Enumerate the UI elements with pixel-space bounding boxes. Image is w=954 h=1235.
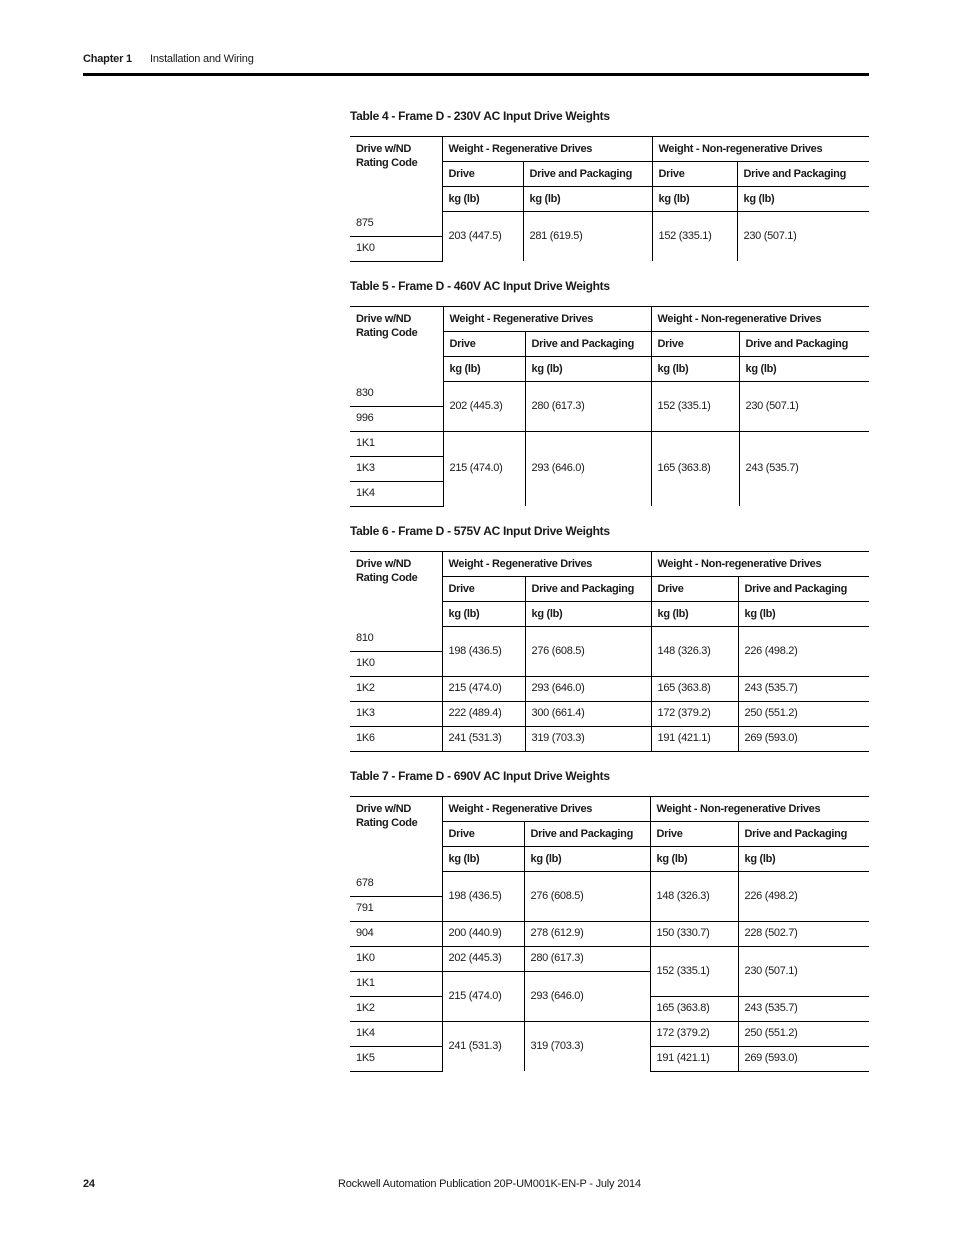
weight-cell: 243 (535.7) [738, 996, 869, 1021]
drive-col-header: Drive [651, 332, 739, 357]
weight-table-block [350, 276, 869, 507]
unit-header: kg (lb) [650, 847, 738, 872]
regen-header: Weight - Regenerative Drives [442, 552, 651, 577]
weight-cell: 280 (617.3) [524, 946, 650, 971]
section-title: Installation and Wiring [150, 53, 254, 65]
weight-table [350, 136, 869, 262]
weight-cell: 226 (498.2) [738, 872, 869, 922]
table-caption: Table 6 - Frame D - 575V AC Input Drive Weights [350, 524, 610, 538]
unit-header: kg (lb) [442, 602, 525, 627]
unit-header: kg (lb) [442, 847, 524, 872]
weight-cell: 230 (507.1) [737, 212, 869, 262]
drive-packaging-col-header: Drive and Packaging [523, 162, 652, 187]
weight-cell: 250 (551.2) [738, 1021, 869, 1046]
weight-cell: 243 (535.7) [738, 676, 869, 701]
publication-info: Rockwell Automation Publication 20P-UM001K-EN-P - July 2014 [338, 1178, 641, 1190]
weight-cell: 243 (535.7) [739, 431, 869, 506]
weight-cell: 269 (593.0) [738, 726, 869, 751]
drive-col-header: Drive [442, 162, 523, 187]
rating-code-cell: 1K4 [350, 481, 443, 506]
rating-code-cell: 875 [356, 217, 374, 229]
weight-cell: 293 (646.0) [525, 431, 651, 506]
unit-header: kg (lb) [651, 357, 739, 382]
unit-header: kg (lb) [442, 187, 523, 212]
regen-header: Weight - Regenerative Drives [443, 307, 651, 332]
rating-code-cell: 830 [356, 387, 374, 399]
unit-header: kg (lb) [524, 847, 650, 872]
weight-table-block [350, 766, 869, 1072]
nonregen-header: Weight - Non-regenerative Drives [651, 307, 869, 332]
weight-cell: 198 (436.5) [442, 872, 524, 922]
weight-cell: 293 (646.0) [524, 971, 650, 1021]
drive-packaging-col-header: Drive and Packaging [525, 577, 651, 602]
drive-packaging-col-header: Drive and Packaging [738, 577, 869, 602]
table-row [350, 872, 869, 897]
unit-header: kg (lb) [652, 187, 737, 212]
table-row [350, 921, 869, 946]
page-number: 24 [83, 1178, 95, 1190]
rating-code-cell: 1K3 [350, 701, 442, 726]
unit-header: kg (lb) [737, 187, 869, 212]
header-row [350, 137, 869, 162]
rating-code-cell: 791 [350, 896, 442, 921]
rating-code-cell: 1K0 [350, 946, 442, 971]
page-header [83, 50, 869, 72]
rating-code-cell: 1K4 [350, 1021, 442, 1046]
weight-cell: 215 (474.0) [443, 431, 525, 506]
weight-cell: 228 (502.7) [738, 921, 869, 946]
weight-cell: 200 (440.9) [442, 921, 524, 946]
rating-code-header: Drive w/ND Rating Code [350, 307, 443, 382]
nonregen-header: Weight - Non-regenerative Drives [651, 552, 869, 577]
caption-spacer [350, 786, 869, 796]
weight-table [350, 306, 869, 507]
weight-cell: 215 (474.0) [442, 971, 524, 1021]
weight-cell: 319 (703.3) [525, 726, 651, 751]
weight-table [350, 796, 869, 1072]
header-rule [83, 73, 869, 76]
table-row [350, 726, 869, 751]
regen-header: Weight - Regenerative Drives [442, 137, 652, 162]
rating-code-cell: 1K0 [350, 651, 442, 676]
weight-table-block [350, 106, 869, 262]
weight-cell: 276 (608.5) [524, 872, 650, 922]
header-row [350, 797, 869, 822]
weight-cell: 148 (326.3) [651, 627, 738, 677]
weight-cell: 300 (661.4) [525, 701, 651, 726]
rating-code-cell: 810 [356, 632, 374, 644]
weight-cell: 152 (335.1) [651, 382, 739, 432]
weight-cell: 280 (617.3) [525, 382, 651, 432]
weight-cell: 269 (593.0) [738, 1046, 869, 1071]
rating-code-cell: 1K5 [350, 1046, 442, 1071]
caption-spacer [350, 296, 869, 306]
weight-cell: 278 (612.9) [524, 921, 650, 946]
weight-cell: 230 (507.1) [738, 946, 869, 996]
weight-cell: 165 (363.8) [651, 431, 739, 506]
weight-cell: 191 (421.1) [650, 1046, 738, 1071]
rating-code-header: Drive w/ND Rating Code [350, 797, 442, 872]
nonregen-header: Weight - Non-regenerative Drives [652, 137, 869, 162]
unit-header: kg (lb) [443, 357, 525, 382]
weight-cell: 226 (498.2) [738, 627, 869, 677]
drive-col-header: Drive [442, 822, 524, 847]
weight-cell: 150 (330.7) [650, 921, 738, 946]
rating-code-cell: 1K1 [350, 971, 442, 996]
drive-packaging-col-header: Drive and Packaging [737, 162, 869, 187]
weight-cell: 276 (608.5) [525, 627, 651, 677]
weight-cell: 202 (445.3) [443, 382, 525, 432]
caption-spacer [350, 126, 869, 136]
rating-code-header: Drive w/ND Rating Code [350, 137, 442, 212]
table-row [350, 946, 869, 971]
weight-cell: 172 (379.2) [651, 701, 738, 726]
regen-header: Weight - Regenerative Drives [442, 797, 650, 822]
weight-cell: 191 (421.1) [651, 726, 738, 751]
weight-cell: 148 (326.3) [650, 872, 738, 922]
unit-header: kg (lb) [739, 357, 869, 382]
caption-spacer [350, 541, 869, 551]
weight-cell: 281 (619.5) [523, 212, 652, 262]
drive-col-header: Drive [651, 577, 738, 602]
table-row [350, 701, 869, 726]
weight-cell: 198 (436.5) [442, 627, 525, 677]
chapter-label: Chapter 1 [83, 53, 132, 65]
weight-cell: 215 (474.0) [442, 676, 525, 701]
weight-cell: 319 (703.3) [524, 1021, 650, 1071]
drive-col-header: Drive [442, 577, 525, 602]
weight-cell: 230 (507.1) [739, 382, 869, 432]
weight-table [350, 551, 869, 752]
table-caption: Table 7 - Frame D - 690V AC Input Drive Weights [350, 769, 610, 783]
rating-code-cell: 1K3 [350, 456, 443, 481]
weight-cell: 165 (363.8) [650, 996, 738, 1021]
weight-cell: 222 (489.4) [442, 701, 525, 726]
unit-header: kg (lb) [738, 847, 869, 872]
rating-code-cell: 996 [350, 406, 443, 431]
weight-cell: 172 (379.2) [650, 1021, 738, 1046]
unit-header: kg (lb) [525, 602, 651, 627]
unit-header: kg (lb) [525, 357, 651, 382]
header-row [350, 552, 869, 577]
drive-packaging-col-header: Drive and Packaging [525, 332, 651, 357]
table-row [350, 676, 869, 701]
weight-cell: 241 (531.3) [442, 726, 525, 751]
unit-header: kg (lb) [651, 602, 738, 627]
table-row [350, 212, 869, 237]
weight-cell: 250 (551.2) [738, 701, 869, 726]
weight-cell: 203 (447.5) [442, 212, 523, 262]
nonregen-header: Weight - Non-regenerative Drives [650, 797, 869, 822]
rating-code-cell: 1K1 [350, 431, 443, 456]
table-row [350, 431, 869, 456]
rating-code-cell: 678 [356, 877, 374, 889]
unit-header: kg (lb) [523, 187, 652, 212]
unit-header: kg (lb) [738, 602, 869, 627]
table-caption: Table 5 - Frame D - 460V AC Input Drive Weights [350, 279, 610, 293]
drive-packaging-col-header: Drive and Packaging [739, 332, 869, 357]
rating-code-cell: 1K6 [350, 726, 442, 751]
page-footer [83, 1176, 869, 1194]
rating-code-cell: 1K2 [350, 996, 442, 1021]
table-caption: Table 4 - Frame D - 230V AC Input Drive Weights [350, 109, 610, 123]
weight-cell: 152 (335.1) [652, 212, 737, 262]
table-row [350, 382, 869, 407]
weight-cell: 241 (531.3) [442, 1021, 524, 1071]
rating-code-cell: 904 [350, 921, 442, 946]
header-row [350, 307, 869, 332]
drive-packaging-col-header: Drive and Packaging [738, 822, 869, 847]
drive-col-header: Drive [652, 162, 737, 187]
drive-packaging-col-header: Drive and Packaging [524, 822, 650, 847]
weight-cell: 293 (646.0) [525, 676, 651, 701]
table-row [350, 627, 869, 652]
drive-col-header: Drive [443, 332, 525, 357]
drive-col-header: Drive [650, 822, 738, 847]
weight-cell: 152 (335.1) [650, 946, 738, 996]
weight-cell: 202 (445.3) [442, 946, 524, 971]
weight-table-block [350, 521, 869, 752]
table-row [350, 1021, 869, 1046]
rating-code-cell: 1K2 [350, 676, 442, 701]
weight-cell: 165 (363.8) [651, 676, 738, 701]
rating-code-header: Drive w/ND Rating Code [350, 552, 442, 627]
rating-code-cell: 1K0 [350, 236, 442, 261]
